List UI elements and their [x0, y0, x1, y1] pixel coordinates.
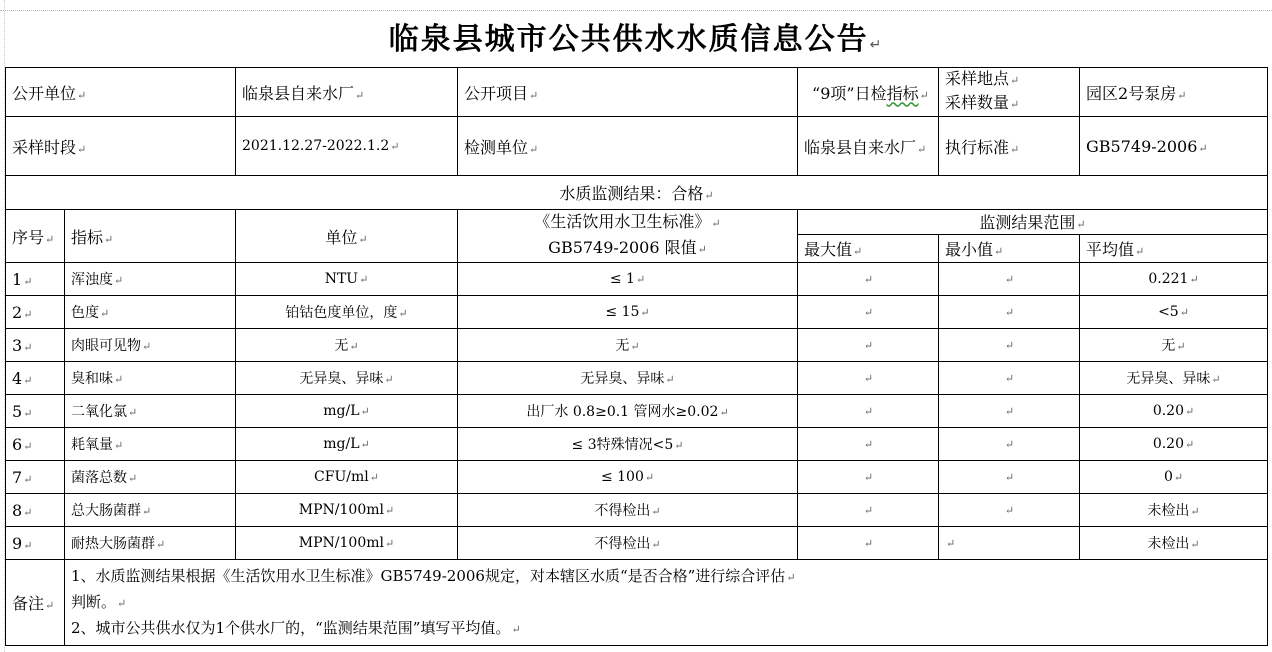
info-row-1 [6, 68, 1268, 117]
seq-cell: 1↵ [6, 263, 65, 296]
unit-value-cell: 临泉县自来水厂↵ [236, 68, 458, 117]
notes-row [6, 560, 1268, 646]
avg-cell: 未检出↵ [1080, 527, 1268, 560]
unit-cell: 无异臭、异味↵ [236, 362, 458, 395]
note-line-2: 2、城市公共供水仅为1个供水厂的，“监测结果范围”填写平均值。↵ [71, 618, 521, 637]
avg-cell: 0.20↵ [1080, 395, 1268, 428]
note-line-1: 1、水质监测结果根据《生活饮用水卫生标准》GB5749-2006规定，对本辖区水质“是否合格”进行综合评估↵ [71, 566, 796, 585]
header-max: 最大值↵ [798, 234, 939, 262]
min-cell: ↵ [939, 461, 1080, 494]
period-label-cell: 采样时段↵ [6, 117, 236, 176]
avg-cell: <5↵ [1080, 296, 1268, 329]
table-row [6, 461, 1268, 494]
table-row [6, 494, 1268, 527]
limit-cell: ≤ 1↵ [458, 263, 798, 296]
limit-cell: 不得检出↵ [458, 527, 798, 560]
header-indicator: 指标↵ [65, 210, 236, 263]
indicator-cell: 肉眼可见物↵ [65, 329, 236, 362]
indicator-cell: 耐热大肠菌群↵ [65, 527, 236, 560]
indicator-cell: 浑浊度↵ [65, 263, 236, 296]
notes-content-cell [65, 560, 1268, 646]
unit-cell: MPN/100ml↵ [236, 494, 458, 527]
seq-cell: 8↵ [6, 494, 65, 527]
table-row [6, 395, 1268, 428]
table-row [6, 329, 1268, 362]
avg-cell: 0.221↵ [1080, 263, 1268, 296]
header-limit: 《生活饮用水卫生标准》↵ GB5749-2006 限值↵ [458, 210, 798, 263]
lab-label-cell: 检测单位↵ [458, 117, 798, 176]
avg-cell: 未检出↵ [1080, 494, 1268, 527]
item-label-cell: 公开项目↵ [458, 68, 798, 117]
standard-label-cell: 执行标准↵ [939, 117, 1080, 176]
info-row-2 [6, 117, 1268, 176]
paragraph-mark: ↵ [869, 37, 884, 53]
max-cell: ↵ [798, 296, 939, 329]
note-line-1b: 判断。↵ [71, 592, 127, 611]
seq-cell: 4↵ [6, 362, 65, 395]
max-cell: ↵ [798, 461, 939, 494]
max-cell: ↵ [798, 428, 939, 461]
seq-cell: 9↵ [6, 527, 65, 560]
limit-cell: 不得检出↵ [458, 494, 798, 527]
min-cell: ↵ [939, 494, 1080, 527]
limit-cell: ≤ 15↵ [458, 296, 798, 329]
min-cell: ↵ [939, 395, 1080, 428]
avg-cell: 无异臭、异味↵ [1080, 362, 1268, 395]
standard-value-cell: GB5749-2006↵ [1080, 117, 1268, 176]
limit-cell: 无↵ [458, 329, 798, 362]
page-margin-line [0, 10, 1272, 11]
limit-cell: 无异臭、异味↵ [458, 362, 798, 395]
unit-cell: MPN/100ml↵ [236, 527, 458, 560]
header-range: 监测结果范围↵ [798, 210, 1268, 235]
lab-value-cell: 临泉县自来水厂↵ [798, 117, 939, 176]
seq-cell: 6↵ [6, 428, 65, 461]
table-row [6, 428, 1268, 461]
header-row-1 [6, 210, 1268, 235]
min-cell: ↵ [939, 428, 1080, 461]
notes-label-cell: 备注↵ [6, 560, 65, 646]
min-cell: ↵ [939, 296, 1080, 329]
indicator-cell: 臭和味↵ [65, 362, 236, 395]
max-cell: ↵ [798, 362, 939, 395]
page-title [0, 18, 1272, 62]
indicator-cell: 总大肠菌群↵ [65, 494, 236, 527]
table-row [6, 296, 1268, 329]
site-value-cell: 园区2号泵房↵ [1080, 68, 1268, 117]
result-summary-row [6, 176, 1268, 210]
max-cell: ↵ [798, 263, 939, 296]
min-cell: ↵ [939, 527, 1080, 560]
item-value-cell: “9项”日检指标↵ [798, 68, 939, 117]
seq-cell: 2↵ [6, 296, 65, 329]
indicator-cell: 菌落总数↵ [65, 461, 236, 494]
table-row [6, 263, 1268, 296]
header-avg: 平均值↵ [1080, 234, 1268, 262]
indicator-cell: 耗氧量↵ [65, 428, 236, 461]
table-row [6, 527, 1268, 560]
avg-cell: 0↵ [1080, 461, 1268, 494]
limit-cell: 出厂水 0.8≥0.1 管网水≥0.02↵ [458, 395, 798, 428]
seq-cell: 5↵ [6, 395, 65, 428]
indicator-cell: 二氧化氯↵ [65, 395, 236, 428]
limit-cell: ≤ 100↵ [458, 461, 798, 494]
water-quality-table [5, 67, 1268, 646]
unit-cell: mg/L↵ [236, 428, 458, 461]
unit-cell: 铂钴色度单位，度↵ [236, 296, 458, 329]
unit-cell: 无↵ [236, 329, 458, 362]
seq-cell: 7↵ [6, 461, 65, 494]
max-cell: ↵ [798, 494, 939, 527]
max-cell: ↵ [798, 527, 939, 560]
unit-label-cell: 公开单位↵ [6, 68, 236, 117]
header-min: 最小值↵ [939, 234, 1080, 262]
seq-cell: 3↵ [6, 329, 65, 362]
header-unit: 单位↵ [236, 210, 458, 263]
unit-cell: CFU/ml↵ [236, 461, 458, 494]
avg-cell: 0.20↵ [1080, 428, 1268, 461]
limit-cell: ≤ 3特殊情况<5↵ [458, 428, 798, 461]
min-cell: ↵ [939, 362, 1080, 395]
min-cell: ↵ [939, 263, 1080, 296]
min-cell: ↵ [939, 329, 1080, 362]
indicator-cell: 色度↵ [65, 296, 236, 329]
period-value-cell: 2021.12.27-2022.1.2↵ [236, 117, 458, 176]
site-label-cell: 采样地点↵ 采样数量↵ [939, 68, 1080, 117]
avg-cell: 无↵ [1080, 329, 1268, 362]
max-cell: ↵ [798, 395, 939, 428]
title-text: 临泉县城市公共供水水质信息公告 [388, 22, 869, 57]
result-summary-cell: 水质监测结果：合格↵ [6, 176, 1268, 210]
unit-cell: mg/L↵ [236, 395, 458, 428]
unit-cell: NTU↵ [236, 263, 458, 296]
table-row [6, 362, 1268, 395]
max-cell: ↵ [798, 329, 939, 362]
header-seq: 序号↵ [6, 210, 65, 263]
